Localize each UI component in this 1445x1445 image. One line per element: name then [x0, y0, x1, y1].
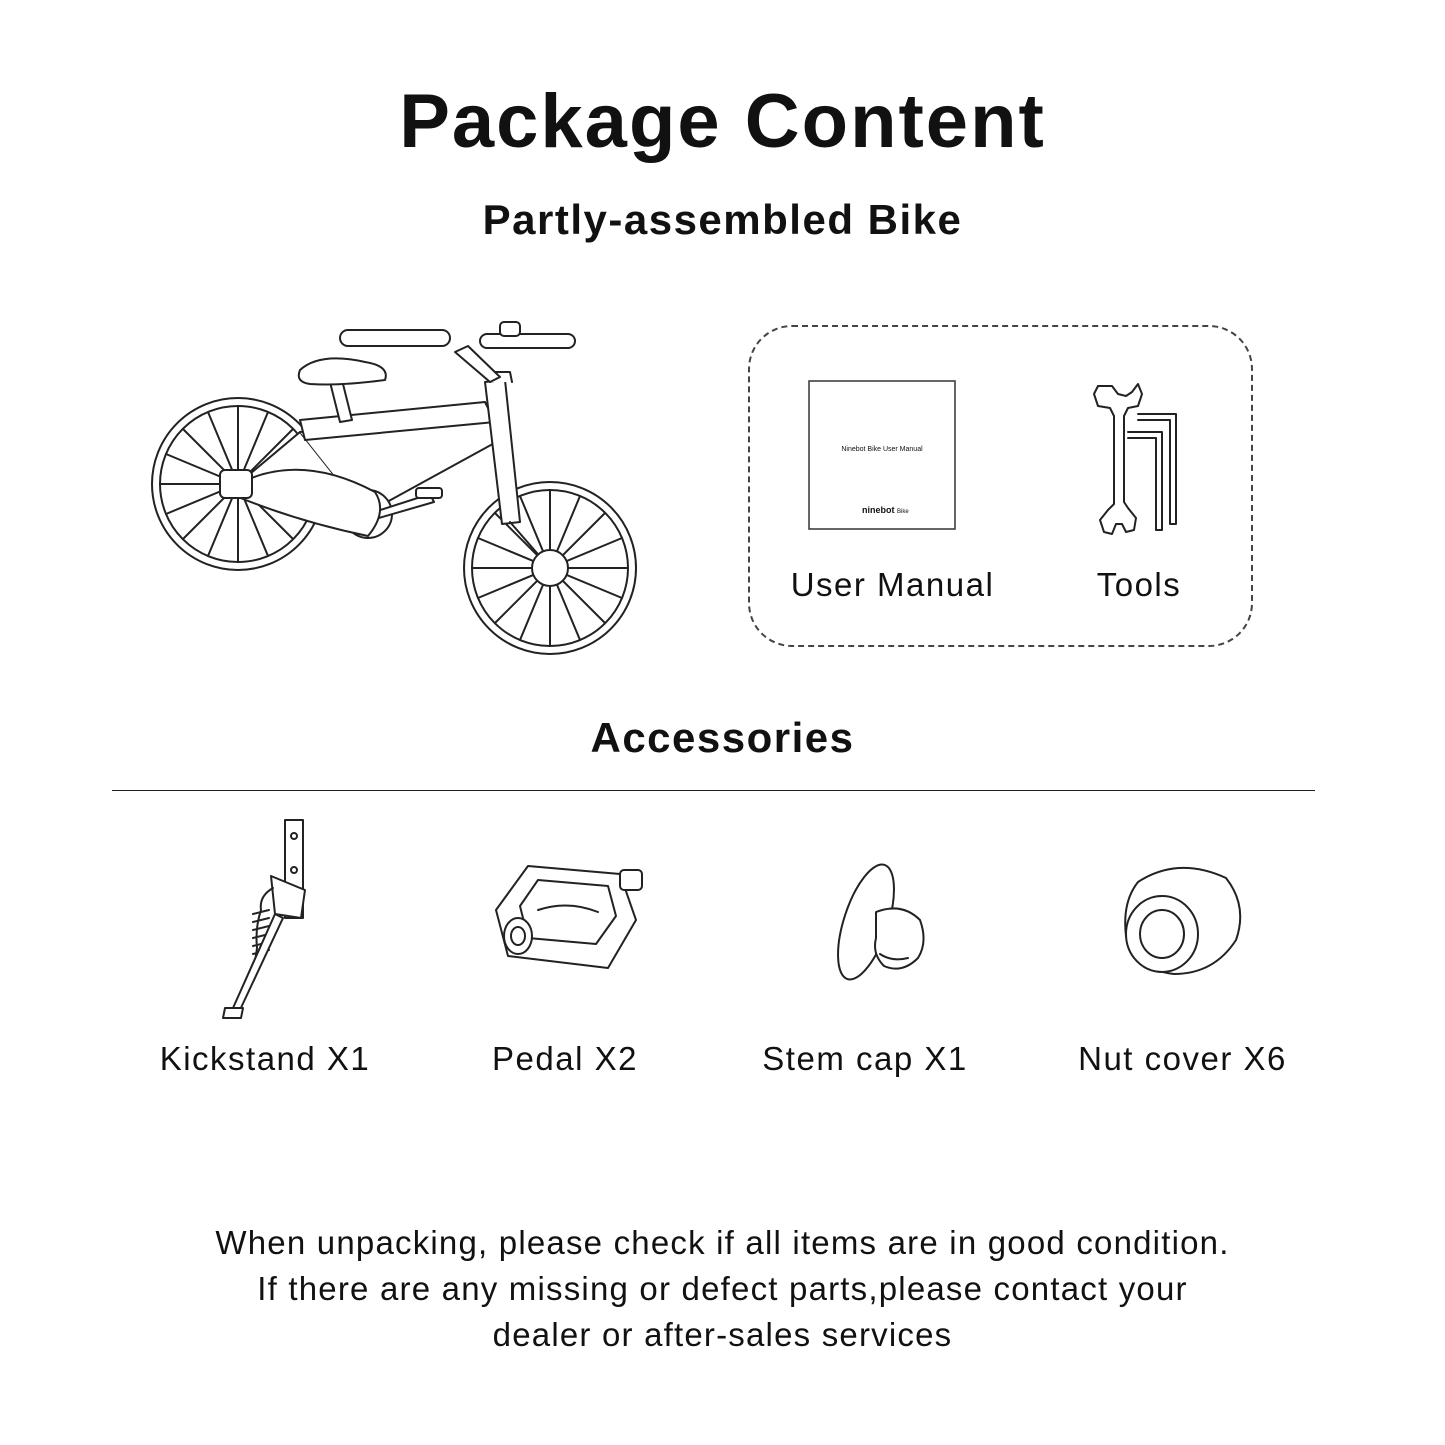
accessory-label-kickstand: Kickstand X1 — [159, 1040, 371, 1077]
bike-subtitle: Partly-assembled Bike — [482, 196, 963, 243]
accessories-heading: Accessories — [590, 714, 855, 761]
kickstand-icon — [215, 818, 335, 1023]
manual-cover-brand: ninebot Bike — [862, 505, 909, 515]
note-line: If there are any missing or defect parts,please contact your — [257, 1270, 1188, 1307]
accessory-label-nut-cover: Nut cover X6 — [1078, 1040, 1287, 1077]
page-title: Package Content — [399, 79, 1046, 164]
user-manual-label: User Manual — [790, 566, 995, 603]
accessory-label-stem-cap: Stem cap X1 — [762, 1040, 968, 1077]
note-line: When unpacking, please check if all items are in good condition. — [215, 1224, 1230, 1261]
pedal-icon — [488, 860, 648, 970]
note-line: dealer or after-sales services — [492, 1316, 953, 1353]
unpacking-note — [0, 1220, 1445, 1358]
bike-icon — [150, 322, 650, 652]
accessory-label-pedal: Pedal X2 — [492, 1040, 638, 1077]
tools-icon — [1088, 380, 1188, 540]
nut-cover-icon — [1118, 862, 1246, 978]
tools-label: Tools — [1096, 566, 1182, 603]
stem-cap-icon — [832, 858, 944, 982]
accessories-divider — [112, 790, 1315, 791]
manual-cover-title: Ninebot Bike User Manual — [841, 446, 923, 453]
